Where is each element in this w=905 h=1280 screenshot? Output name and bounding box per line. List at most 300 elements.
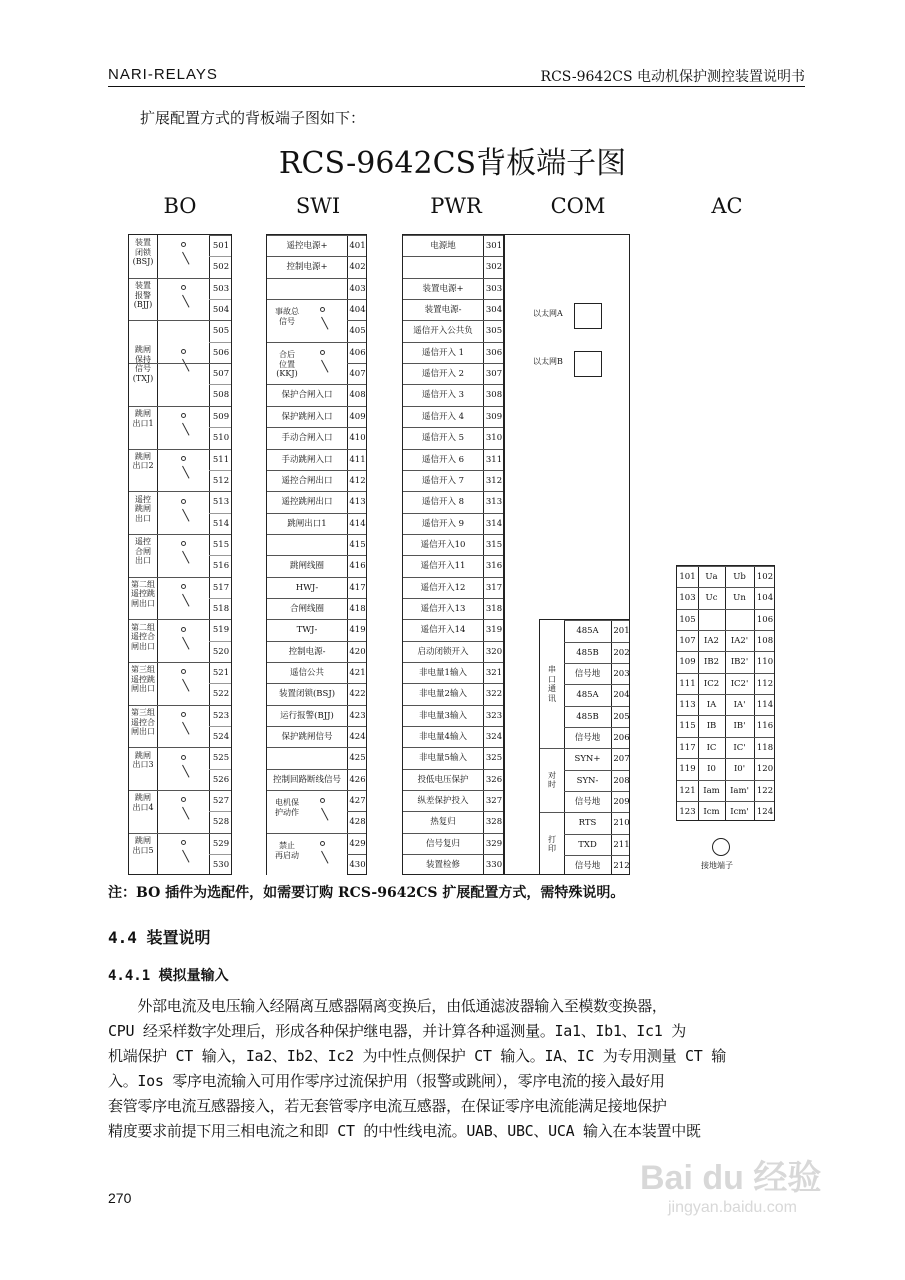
ground-terminal-label: 接地端子	[701, 861, 733, 870]
pwr-terminal-number: 328	[485, 817, 503, 828]
bo-terminal-number: 520	[212, 646, 230, 657]
swi-label: 手动跳闸入口	[281, 454, 333, 465]
bo-group-label: 装置 报警 (BJJ)	[133, 281, 153, 310]
com-row	[564, 684, 629, 705]
com-label: TXD	[578, 839, 597, 850]
swi-terminal-number: 417	[349, 582, 366, 593]
swi-terminal-number: 409	[349, 411, 366, 422]
swi-row	[267, 513, 366, 534]
pwr-label: 遥信开入11	[420, 561, 466, 572]
swi-row	[267, 384, 366, 405]
switch-contact-icon	[176, 582, 188, 612]
ac-terminal-number: 117	[679, 742, 696, 753]
pwr-row	[403, 363, 503, 384]
page-number: 270	[108, 1190, 132, 1206]
pwr-terminal-number: 305	[485, 326, 503, 337]
bo-group-label: 跳闸 出口4	[132, 793, 154, 812]
bo-terminal-number: 515	[212, 539, 230, 550]
pwr-label: 遥信开入 2	[421, 369, 465, 380]
swi-label: 保护跳闸入口	[281, 411, 333, 422]
swi-group-area	[267, 834, 347, 876]
com-group-sep	[540, 812, 564, 833]
pwr-terminal-block	[402, 234, 504, 875]
pwr-row	[403, 854, 503, 875]
pwr-terminal-number: 311	[485, 454, 503, 465]
swi-label: 跳闸出口1	[287, 518, 327, 529]
ac-signal: IA2'	[730, 636, 749, 647]
com-terminal-number: 207	[613, 754, 630, 765]
switch-contact-icon	[176, 240, 188, 270]
pwr-label: 非电量4输入	[419, 732, 467, 743]
pwr-terminal-number: 319	[485, 625, 503, 636]
ac-signal: IA'	[733, 700, 746, 711]
ac-row	[677, 651, 774, 672]
bo-terminal-number: 505	[212, 326, 230, 337]
ac-signal: IB2'	[730, 657, 749, 668]
bo-terminal-number: 514	[212, 518, 230, 529]
swi-label: 控制电源+	[286, 262, 328, 273]
ac-terminal-number: 102	[756, 572, 774, 582]
switch-contact-icon	[176, 539, 188, 569]
ac-signal: Uc	[705, 593, 718, 604]
swi-group-label: 事故总 信号	[275, 307, 299, 326]
pwr-row	[403, 790, 503, 811]
swi-row	[267, 769, 366, 790]
swi-row	[267, 641, 366, 662]
pwr-terminal-number: 322	[485, 689, 503, 700]
swi-terminal-number: 401	[349, 241, 366, 251]
swi-label: 跳闸线圈	[289, 561, 324, 572]
bo-row	[209, 384, 231, 405]
com-terminal-number: 211	[613, 839, 630, 850]
bo-terminal-number: 513	[212, 497, 230, 508]
com-group-sep	[540, 748, 564, 769]
swi-label: TWJ-	[296, 625, 318, 636]
com-terminal-number: 205	[613, 711, 630, 722]
pwr-row	[403, 342, 503, 363]
ac-signal: IC	[706, 742, 717, 753]
ac-row	[677, 758, 774, 779]
bo-terminal-number: 527	[212, 796, 230, 807]
note: 注：BO 插件为选配件，如需要订购 RCS-9642CS 扩展配置方式，需特殊说明。	[108, 885, 625, 901]
com-terminal-number: 201	[613, 626, 630, 637]
com-terminal-number: 206	[613, 733, 630, 744]
pwr-row	[403, 705, 503, 726]
swi-row	[267, 555, 366, 576]
col-pwr: PWR	[430, 194, 482, 218]
pwr-label: 纵差保护投入	[417, 796, 469, 807]
swi-label: 遥控跳闸出口	[281, 497, 333, 508]
pwr-label: 电源地	[430, 241, 456, 251]
swi-terminal-number: 425	[349, 753, 366, 764]
swi-terminal-number: 414	[349, 518, 366, 529]
ac-terminal-number: 116	[756, 721, 774, 732]
switch-contact-icon	[315, 348, 327, 378]
ac-terminal-number: 114	[756, 700, 774, 711]
swi-row	[267, 747, 366, 768]
bo-group-label: 跳闸 出口3	[132, 750, 154, 770]
swi-terminal-number: 427	[349, 796, 366, 807]
bo-row	[209, 513, 231, 534]
pwr-label: 遥信开入 5	[421, 433, 465, 444]
switch-contact-icon	[176, 497, 188, 527]
col-bo: BO	[163, 194, 197, 218]
swi-terminal-number: 407	[349, 369, 366, 380]
bo-group-label: 遥控 跳闸 出口	[135, 494, 151, 523]
ac-row	[677, 566, 774, 587]
bo-terminal-number: 511	[212, 454, 230, 465]
header-right: RCS-9642CS 电动机保护测控装置说明书	[540, 69, 805, 85]
bo-row	[209, 235, 231, 256]
swi-row	[267, 427, 366, 448]
ac-signal: Icm'	[730, 806, 749, 817]
bo-row	[209, 555, 231, 576]
pwr-row	[403, 833, 503, 854]
ac-terminal-number: 103	[679, 593, 696, 604]
swi-label: 遥信公共	[289, 668, 324, 678]
switch-contact-icon	[176, 838, 188, 868]
bo-terminal-number: 523	[212, 710, 230, 721]
switch-contact-icon	[315, 305, 327, 335]
swi-terminal-number: 426	[349, 774, 366, 785]
bo-group-label: 第三组 遥控合 闸出口	[131, 708, 155, 737]
swi-terminal-number: 420	[349, 646, 366, 657]
ac-terminal-number: 109	[679, 657, 696, 668]
ac-signal: IC'	[733, 742, 746, 753]
swi-terminal-number: 406	[349, 347, 366, 358]
swi-terminal-block	[266, 234, 367, 875]
ac-terminal-number: 107	[679, 636, 696, 647]
bo-row	[209, 470, 231, 491]
ac-row	[677, 694, 774, 715]
pwr-label: 遥信开入13	[420, 603, 466, 614]
ac-signal: Iam	[703, 785, 720, 796]
com-row	[564, 748, 629, 769]
bo-group-label: 第二组 遥控跳 闸出口	[131, 579, 155, 608]
com-terminal-number: 203	[613, 668, 630, 679]
pwr-terminal-number: 320	[485, 646, 503, 657]
com-label: 485B	[576, 647, 599, 658]
ac-row	[677, 780, 774, 801]
bo-row	[209, 854, 231, 875]
swi-terminal-number: 403	[349, 283, 366, 294]
pwr-row	[403, 449, 503, 470]
switch-contact-icon	[315, 796, 327, 826]
ac-signal: IB	[706, 721, 717, 732]
com-label: 信号地	[574, 861, 601, 872]
ac-terminal-number: 119	[679, 764, 696, 775]
swi-label: 保护跳闸信号	[281, 732, 333, 743]
bo-group-label: 装置 闭锁 (BSJ)	[132, 238, 154, 267]
switch-contact-icon	[176, 753, 188, 783]
ethernet-port-icon	[574, 351, 602, 377]
ac-signal: I0'	[733, 764, 746, 775]
bo-terminal-number: 522	[212, 689, 230, 700]
com-row	[564, 706, 629, 727]
swi-terminal-number: 418	[349, 603, 366, 614]
pwr-terminal-number: 303	[485, 283, 503, 294]
pwr-terminal-number: 314	[485, 518, 503, 529]
pwr-label: 遥信开入 3	[421, 390, 465, 401]
pwr-terminal-number: 301	[485, 241, 503, 251]
ac-terminal-number: 124	[756, 806, 774, 817]
bo-row	[209, 449, 231, 470]
bo-group-label: 遥控 合闸 出口	[135, 537, 151, 566]
bo-terminal-number: 507	[212, 369, 230, 380]
bo-row	[209, 491, 231, 512]
bo-group-label: 第二组 遥控合 闸出口	[131, 622, 155, 651]
swi-row	[267, 577, 366, 598]
bo-row	[209, 705, 231, 726]
pwr-label: 启动闭锁开入	[417, 646, 469, 657]
swi-terminal-number: 419	[349, 625, 366, 636]
com-group-label: 打 印	[548, 834, 556, 854]
ethernet-port-icon	[574, 303, 602, 329]
pwr-row	[403, 235, 503, 256]
intro-text: 扩展配置方式的背板端子图如下：	[140, 109, 366, 127]
swi-label: 合闸线圈	[289, 603, 324, 614]
com-label: 485A	[576, 626, 599, 637]
com-group-label: 串 口 通 讯	[548, 665, 556, 703]
pwr-terminal-number: 317	[485, 582, 503, 593]
com-row	[564, 770, 629, 791]
com-terminal-number: 208	[613, 775, 630, 786]
pwr-terminal-number: 318	[485, 603, 503, 614]
ethernet-label: 以太网B	[533, 357, 563, 366]
swi-terminal-number: 405	[349, 326, 366, 337]
swi-row	[267, 705, 366, 726]
ac-signal: IC2	[703, 678, 720, 689]
com-label: RTS	[578, 818, 597, 829]
col-swi: SWI	[295, 194, 341, 218]
bo-row	[209, 299, 231, 320]
com-terminal-number: 210	[613, 818, 630, 829]
bo-row	[209, 320, 231, 341]
swi-terminal-number: 410	[349, 433, 366, 444]
ac-terminal-number: 113	[679, 700, 696, 711]
switch-contact-icon	[176, 795, 188, 825]
com-label: 信号地	[574, 733, 601, 744]
ac-row	[677, 630, 774, 651]
swi-row	[267, 449, 366, 470]
pwr-label: 非电量3输入	[419, 710, 467, 721]
pwr-row	[403, 427, 503, 448]
diagram-title: RCS-9642CS背板端子图	[278, 146, 627, 181]
pwr-label: 装置电源+	[422, 283, 464, 294]
ac-signal: IA2	[704, 636, 719, 647]
com-terminal-block	[504, 234, 630, 875]
pwr-label: 投低电压保护	[417, 774, 469, 785]
bo-terminal-number: 528	[212, 817, 230, 828]
swi-terminal-number: 421	[349, 668, 366, 678]
pwr-row	[403, 811, 503, 832]
ac-signal: Iam'	[730, 785, 749, 796]
bo-terminal-number: 506	[212, 347, 230, 358]
para-line: 外部电流及电压输入经隔离互感器隔离变换后，由低通滤波器输入至模数变换器，	[108, 997, 667, 1015]
bo-terminal-number: 518	[212, 603, 230, 614]
para-line: 套管零序电流互感器接入，若无套管零序电流互感器，在保证零序电流能满足接地保护	[108, 1097, 667, 1115]
com-row	[564, 812, 629, 833]
pwr-label: 装置电源-	[424, 305, 462, 316]
col-com: COM	[550, 194, 606, 218]
swi-terminal-number: 408	[349, 390, 366, 401]
bo-row	[209, 833, 231, 854]
swi-terminal-number: 411	[349, 454, 366, 465]
swi-row	[267, 406, 366, 427]
bo-terminal-number: 525	[212, 753, 230, 764]
switch-contact-icon	[176, 667, 188, 697]
swi-row	[267, 619, 366, 640]
ac-signal: Icm	[703, 806, 720, 817]
com-terminal-number: 209	[613, 797, 630, 808]
bo-row	[209, 726, 231, 747]
para-line: 入。Ios 零序电流输入可用作零序过流保护用（报警或跳闸），零序电流的接入最好用	[108, 1072, 665, 1090]
pwr-terminal-number: 316	[485, 561, 503, 572]
pwr-terminal-number: 310	[485, 433, 503, 444]
swi-terminal-number: 429	[349, 838, 366, 849]
com-label: SYN-	[576, 775, 599, 786]
swi-label: 手动合闸入口	[281, 433, 333, 444]
bo-terminal-number: 512	[212, 475, 230, 486]
ac-terminal-number: 111	[679, 678, 696, 689]
col-ac: AC	[711, 194, 743, 218]
pwr-label: 信号复归	[425, 838, 460, 849]
com-label: SYN+	[574, 754, 601, 765]
swi-label: 装置闭锁(BSJ)	[278, 689, 336, 700]
com-terminal-number: 202	[613, 647, 630, 658]
pwr-terminal-number: 308	[485, 390, 503, 401]
bo-terminal-number: 516	[212, 561, 230, 572]
pwr-row	[403, 470, 503, 491]
bo-row	[209, 406, 231, 427]
pwr-row	[403, 513, 503, 534]
pwr-row	[403, 555, 503, 576]
com-row	[564, 642, 629, 663]
ac-terminal-number: 123	[679, 806, 696, 817]
ac-signal: IB'	[733, 721, 746, 732]
ac-terminal-number: 112	[756, 678, 774, 689]
ac-terminal-number: 110	[756, 657, 774, 668]
bo-row	[209, 598, 231, 619]
pwr-label: 非电量2输入	[419, 689, 467, 700]
swi-terminal-number: 416	[349, 561, 366, 572]
ground-terminal-icon	[712, 838, 730, 856]
bo-row	[209, 811, 231, 832]
bo-terminal-number: 524	[212, 732, 230, 743]
bo-terminal-number: 509	[212, 411, 230, 422]
pwr-terminal-number: 323	[485, 710, 503, 721]
swi-row	[267, 726, 366, 747]
swi-row	[267, 534, 366, 555]
bo-group-label: 第三组 遥控跳 闸出口	[131, 665, 155, 694]
bo-row	[209, 790, 231, 811]
bo-row	[209, 363, 231, 384]
bo-terminal-block	[128, 234, 232, 875]
pwr-row	[403, 406, 503, 427]
header-rule	[108, 86, 805, 87]
pwr-terminal-number: 326	[485, 774, 503, 785]
swi-terminal-number: 413	[349, 497, 366, 508]
ac-signal	[698, 610, 725, 630]
pwr-label: 遥信开入公共负	[413, 326, 473, 337]
para-line: CPU 经采样数字处理后，形成各种保护继电器，并计算各种遥测量。Ia1、Ib1、Ic1 为	[108, 1022, 686, 1040]
pwr-row	[403, 619, 503, 640]
bo-row	[209, 619, 231, 640]
ac-terminal-number: 118	[756, 742, 774, 753]
pwr-row	[403, 577, 503, 598]
bo-terminal-number: 510	[212, 433, 230, 444]
swi-group-area	[267, 791, 347, 833]
ac-row	[677, 715, 774, 736]
bo-terminal-number: 517	[212, 582, 230, 593]
bo-terminal-number: 502	[212, 262, 230, 273]
pwr-row	[403, 683, 503, 704]
ac-row	[677, 587, 774, 608]
bo-terminal-number: 521	[212, 668, 230, 678]
com-row	[564, 834, 629, 855]
bo-terminal-number: 503	[212, 283, 230, 294]
pwr-label: 遥信开入 8	[421, 497, 465, 508]
switch-contact-icon	[176, 411, 188, 441]
header-left: NARI-RELAYS	[108, 66, 218, 83]
pwr-label: 遥信开入 1	[421, 347, 465, 358]
swi-label: 运行报警(BJJ)	[280, 710, 334, 721]
ac-row	[677, 609, 774, 630]
com-serial-area	[539, 619, 629, 874]
pwr-row	[403, 256, 503, 277]
ac-signal: I0	[707, 764, 716, 775]
swi-terminal-number: 404	[349, 305, 366, 316]
switch-contact-icon	[176, 454, 188, 484]
swi-label: HWJ-	[295, 582, 319, 593]
pwr-row	[403, 299, 503, 320]
pwr-label: 遥信开入 9	[421, 518, 465, 529]
swi-group-area	[267, 300, 347, 342]
swi-label: 控制电源-	[288, 646, 326, 657]
pwr-terminal-number: 313	[485, 497, 503, 508]
watermark	[640, 1150, 821, 1217]
ac-terminal-number: 121	[679, 785, 696, 796]
pwr-label: 非电量1输入	[419, 668, 467, 678]
bo-terminal-number: 501	[212, 241, 230, 251]
bo-terminal-number: 504	[212, 305, 230, 316]
ac-terminal-number: 122	[756, 785, 774, 796]
ac-signal: IB2	[703, 657, 719, 668]
ac-signal	[725, 610, 754, 630]
pwr-label: 非电量5输入	[419, 753, 467, 764]
pwr-row	[403, 769, 503, 790]
para-line: 机端保护 CT 输入，Ia2、Ib2、Ic2 为中性点侧保护 CT 输入。IA、IC 为专用测量 CT 输	[108, 1047, 726, 1065]
switch-contact-icon	[315, 839, 327, 869]
bo-row	[209, 769, 231, 790]
swi-row	[267, 470, 366, 491]
ac-terminal-number: 120	[756, 764, 774, 775]
pwr-row	[403, 534, 503, 555]
section-4-4-1: 4.4.1 模拟量输入	[108, 968, 229, 984]
bo-group-label: 跳闸 出口1	[132, 409, 154, 428]
ac-terminal-number: 105	[679, 614, 696, 625]
ac-signal: Ua	[705, 572, 718, 582]
pwr-terminal-number: 307	[485, 369, 503, 380]
com-terminal-number: 212	[613, 861, 630, 872]
bo-row	[209, 683, 231, 704]
bo-group-label: 跳闸 保持 信号 (TXJ)	[132, 345, 154, 383]
pwr-terminal-number: 325	[485, 753, 503, 764]
swi-label: 遥控电源+	[286, 241, 328, 251]
pwr-row	[403, 641, 503, 662]
ac-signal: IC2'	[730, 678, 749, 689]
com-label: 信号地	[574, 668, 601, 679]
